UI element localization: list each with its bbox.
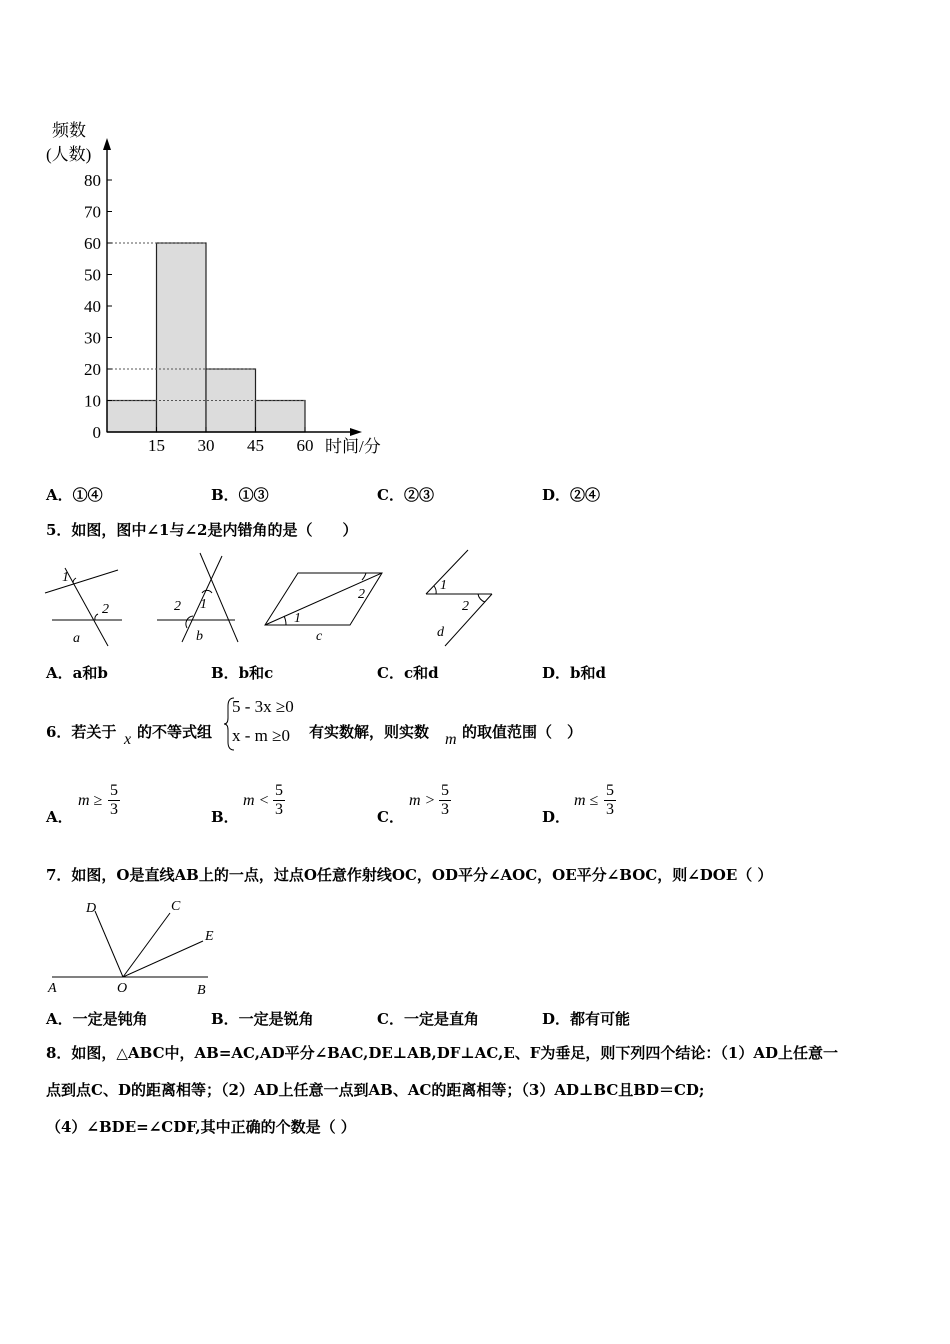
q5a-angle2: 2 bbox=[102, 602, 109, 617]
q5-figure-a bbox=[45, 568, 122, 646]
q6-option-a-rel: m ≥ bbox=[78, 792, 103, 809]
q6-option-b-num: 5 bbox=[275, 782, 283, 799]
q5b-angle1: 1 bbox=[200, 597, 207, 612]
x-tick-label: 15 bbox=[148, 436, 165, 455]
q7-option-c[interactable]: C．一定是直角 bbox=[377, 1010, 479, 1028]
q6-option-c-label: C． bbox=[377, 808, 404, 826]
q5b-angle2: 2 bbox=[174, 599, 181, 614]
q7-label-o: O bbox=[117, 981, 128, 996]
q6-var-x: x bbox=[124, 731, 132, 748]
q5-option-b[interactable]: B．b和c bbox=[211, 664, 274, 682]
q8-line1: 8．如图，△ABC中，AB=AC,AD平分∠BAC,DE⊥AB,DF⊥AC,E、F为垂足，则下列四个结论：（1）AD上任意一 bbox=[46, 1044, 838, 1062]
q7-option-d[interactable]: D．都有可能 bbox=[542, 1010, 631, 1028]
q5a-angle1: 1 bbox=[62, 570, 69, 585]
y-tick-label: 70 bbox=[84, 202, 101, 222]
q7-option-b[interactable]: B．一定是锐角 bbox=[211, 1010, 314, 1028]
q5-option-a[interactable]: A．a和b bbox=[46, 664, 108, 682]
q7-label-d: D bbox=[86, 901, 97, 916]
y-tick-label: 0 bbox=[92, 423, 101, 442]
q4-option-c[interactable]: C．②③ bbox=[377, 486, 434, 504]
q4-option-d[interactable]: D．②④ bbox=[542, 486, 601, 504]
q6-option-d-den: 3 bbox=[606, 801, 614, 818]
q5-option-c[interactable]: C．c和d bbox=[377, 664, 439, 682]
x-tick-label: 30 bbox=[197, 436, 215, 455]
q6-prefix: 6．若关于 bbox=[46, 723, 117, 741]
q6-option-d-label: D． bbox=[542, 808, 571, 826]
y-tick-label: 50 bbox=[84, 265, 101, 285]
q6-option-d-num: 5 bbox=[606, 782, 614, 799]
q5c-angle2: 2 bbox=[358, 587, 365, 602]
q5-figure-c bbox=[265, 573, 382, 644]
y-axis-arrow bbox=[103, 138, 111, 150]
q6-option-b-rel: m < bbox=[243, 792, 270, 809]
x-tick-label: 45 bbox=[247, 436, 264, 455]
y-tick-label: 10 bbox=[84, 391, 101, 411]
histogram-bar bbox=[157, 243, 207, 432]
histogram-chart bbox=[40, 110, 410, 470]
q5d-angle2: 2 bbox=[462, 599, 469, 614]
q5d-angle1: 1 bbox=[440, 578, 447, 593]
x-tick-label: 60 bbox=[296, 436, 314, 455]
y-tick-label: 80 bbox=[84, 171, 101, 190]
x-axis-arrow bbox=[350, 428, 362, 436]
q4-option-a[interactable]: A．①④ bbox=[46, 486, 103, 504]
q5-figure-b bbox=[157, 553, 238, 644]
q7-option-a[interactable]: A．一定是钝角 bbox=[46, 1010, 148, 1028]
q6-var-m: m bbox=[445, 731, 457, 748]
y-axis-unit: (人数) bbox=[46, 145, 92, 164]
q5-question-text: 5．如图，图中∠1与∠2是内错角的是（ ） bbox=[46, 521, 358, 539]
q6-system-line2: x - m ≥0 bbox=[232, 726, 290, 745]
y-axis-title: 频数 bbox=[52, 121, 86, 140]
q6-middle: 的不等式组 bbox=[137, 723, 213, 741]
q6-option-c-num: 5 bbox=[441, 782, 449, 799]
q7-question-text: 7．如图，O是直线AB上的一点，过点O任意作射线OC，OD平分∠AOC，OE平分∠BOC，则∠DOE（ ） bbox=[46, 866, 773, 884]
x-axis-title: 时间/分 bbox=[325, 437, 381, 456]
q5c-caption: c bbox=[316, 629, 323, 644]
q6-option-d-rel: m ≤ bbox=[574, 792, 599, 809]
histogram-bar bbox=[107, 401, 157, 433]
q6-suffix2: 的取值范围（ ） bbox=[462, 723, 583, 741]
histogram-bar bbox=[256, 401, 306, 433]
q4-option-b[interactable]: B．①③ bbox=[211, 486, 269, 504]
q5-option-d[interactable]: D．b和d bbox=[542, 664, 606, 682]
q6-option-c-den: 3 bbox=[441, 801, 449, 818]
q7-label-a: A bbox=[48, 981, 57, 996]
q8-line3: （4）∠BDE=∠CDF,其中正确的个数是（ ） bbox=[46, 1118, 356, 1136]
q5d-caption: d bbox=[437, 625, 444, 640]
y-tick-label: 60 bbox=[84, 234, 101, 253]
q8-line2: 点到点C、D的距离相等；（2）AD上任意一点到AB、AC的距离相等；（3）AD⊥BC且BD＝CD; bbox=[46, 1081, 705, 1099]
q5a-caption: a bbox=[73, 631, 80, 646]
q6-option-b-label: B． bbox=[211, 808, 239, 826]
q5-figures bbox=[40, 548, 510, 648]
q6-system-line1: 5 - 3x ≥0 bbox=[232, 697, 294, 716]
q7-label-e: E bbox=[205, 929, 214, 944]
q5-figure-d bbox=[426, 550, 492, 646]
y-tick-label: 20 bbox=[84, 360, 101, 379]
q5b-caption: b bbox=[196, 629, 203, 644]
q6-option-c-rel: m > bbox=[409, 792, 436, 809]
q7-label-c: C bbox=[171, 899, 181, 914]
y-tick-label: 30 bbox=[84, 328, 101, 348]
q6-option-a-den: 3 bbox=[110, 801, 118, 818]
q6-option-a-num: 5 bbox=[110, 782, 118, 799]
y-tick-label: 40 bbox=[84, 297, 101, 316]
q6-option-b-den: 3 bbox=[275, 801, 283, 818]
q6-option-a-label: A． bbox=[46, 808, 73, 826]
q7-label-b: B bbox=[197, 983, 206, 998]
q7-figure bbox=[40, 893, 230, 998]
q5c-angle1: 1 bbox=[294, 611, 301, 626]
q6-suffix1: 有实数解，则实数 bbox=[309, 723, 430, 741]
